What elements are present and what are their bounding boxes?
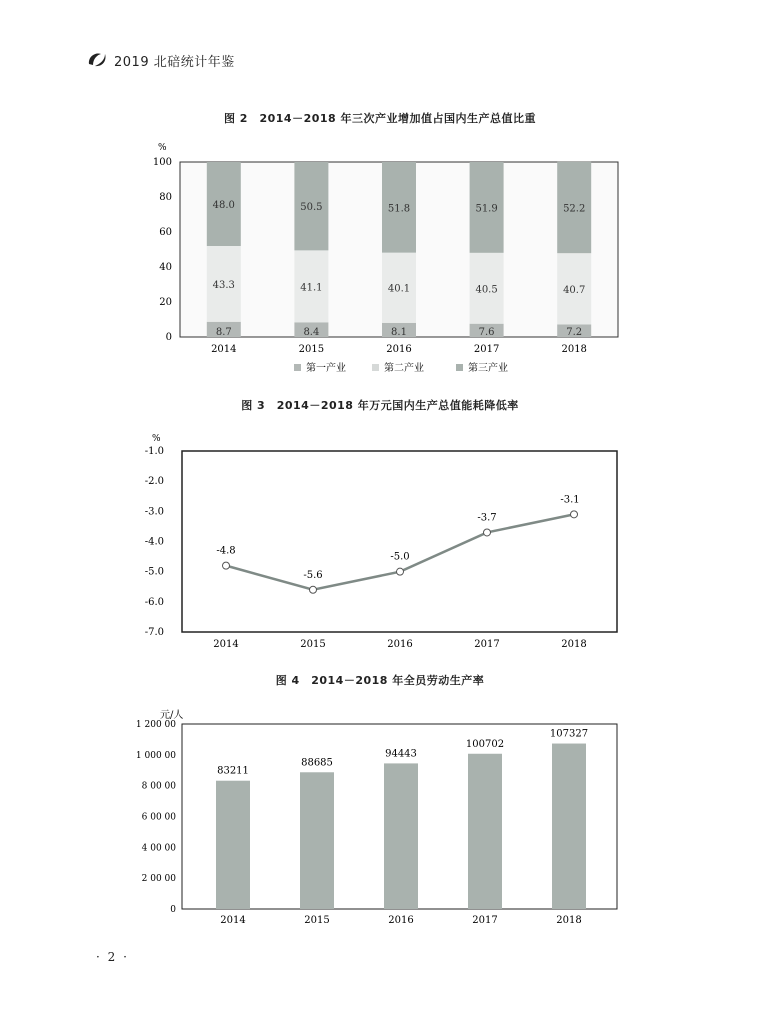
y-tick-label: 4 00 00 bbox=[141, 843, 176, 854]
data-label: 48.0 bbox=[212, 200, 235, 211]
data-label: 40.7 bbox=[563, 284, 586, 296]
bar bbox=[216, 781, 250, 909]
y-tick-label: 1 000 00 bbox=[135, 750, 176, 761]
x-tick-label: 2014 bbox=[211, 344, 237, 355]
y-tick-label: 80 bbox=[159, 192, 172, 203]
x-tick-label: 2016 bbox=[388, 915, 414, 926]
data-label: 40.1 bbox=[387, 283, 411, 295]
data-label: 51.9 bbox=[475, 203, 498, 215]
y-tick-label: 20 bbox=[159, 297, 172, 308]
data-label: 40.5 bbox=[475, 284, 498, 296]
data-label: 88685 bbox=[301, 757, 333, 769]
figure-2-title: 图 2 2014－2018 年三次产业增加值占国内生产总值比重 bbox=[223, 112, 537, 125]
data-label: 8.4 bbox=[303, 327, 320, 338]
figure-3-title: 图 3 2014－2018 年万元国内生产总值能耗降低率 bbox=[241, 399, 519, 412]
data-label: -3.1 bbox=[560, 494, 580, 506]
data-label: -3.7 bbox=[477, 512, 497, 524]
data-label: 7.6 bbox=[478, 327, 495, 338]
data-label: -4.8 bbox=[216, 545, 236, 557]
bar bbox=[300, 772, 334, 909]
x-tick-label: 2016 bbox=[386, 344, 412, 355]
x-tick-label: 2018 bbox=[561, 344, 587, 355]
data-label: 43.3 bbox=[212, 279, 235, 291]
data-label: -5.0 bbox=[390, 551, 410, 563]
figure-4-title: 图 4 2014－2018 年全员劳动生产率 bbox=[275, 674, 485, 687]
x-tick-label: 2018 bbox=[561, 639, 587, 650]
x-tick-label: 2017 bbox=[473, 344, 500, 355]
data-label: 8.1 bbox=[391, 327, 407, 338]
y-tick-label: 40 bbox=[159, 262, 172, 273]
bar bbox=[384, 763, 418, 909]
data-label: 41.1 bbox=[300, 282, 323, 294]
y-tick-label: 60 bbox=[159, 227, 172, 238]
y-axis-unit: 元/人 bbox=[160, 710, 184, 721]
x-tick-label: 2015 bbox=[304, 915, 330, 926]
x-tick-label: 2014 bbox=[213, 639, 239, 650]
y-axis-unit: % bbox=[158, 143, 167, 153]
y-tick-label: 2 00 00 bbox=[141, 874, 176, 885]
header-title: 2019 北碚统计年鉴 bbox=[114, 54, 235, 70]
data-label: -5.6 bbox=[303, 569, 323, 581]
y-tick-label: 100 bbox=[152, 157, 172, 168]
data-label: 83211 bbox=[217, 765, 249, 777]
y-tick-label: -5.0 bbox=[144, 566, 164, 578]
y-tick-label: 6 00 00 bbox=[141, 812, 176, 823]
y-tick-label: -7.0 bbox=[144, 627, 164, 638]
data-label: 107327 bbox=[549, 728, 589, 740]
y-tick-label: -1.0 bbox=[144, 446, 164, 457]
y-tick-label: -2.0 bbox=[144, 476, 164, 488]
x-tick-label: 2016 bbox=[387, 639, 413, 650]
x-tick-label: 2015 bbox=[298, 344, 325, 355]
x-tick-label: 2014 bbox=[220, 915, 246, 926]
data-label: 94443 bbox=[385, 748, 417, 760]
data-label: 100702 bbox=[465, 738, 505, 750]
bar bbox=[552, 744, 586, 909]
data-label: 7.2 bbox=[566, 327, 583, 338]
y-axis-unit: % bbox=[152, 434, 161, 444]
legend-label: 第一产业 bbox=[306, 363, 346, 374]
y-tick-label: -3.0 bbox=[144, 506, 164, 518]
data-label: 50.5 bbox=[300, 202, 323, 214]
legend-label: 第三产业 bbox=[468, 363, 508, 374]
y-tick-label: 0 bbox=[170, 905, 176, 915]
data-label: 51.8 bbox=[387, 203, 411, 215]
data-label: 8.7 bbox=[215, 327, 232, 338]
y-tick-label: -6.0 bbox=[144, 596, 164, 608]
x-tick-label: 2015 bbox=[300, 639, 326, 650]
y-tick-label: 1 200 00 bbox=[135, 720, 176, 730]
y-tick-label: -4.0 bbox=[144, 536, 164, 548]
legend-label: 第二产业 bbox=[384, 363, 424, 374]
x-tick-label: 2017 bbox=[472, 915, 498, 926]
data-label: 52.2 bbox=[563, 203, 586, 215]
page-number: · 2 · bbox=[96, 950, 129, 964]
x-tick-label: 2018 bbox=[556, 915, 582, 926]
x-tick-label: 2017 bbox=[474, 639, 500, 650]
bar bbox=[468, 754, 502, 909]
y-tick-label: 0 bbox=[165, 332, 172, 343]
y-tick-label: 8 00 00 bbox=[141, 781, 176, 792]
